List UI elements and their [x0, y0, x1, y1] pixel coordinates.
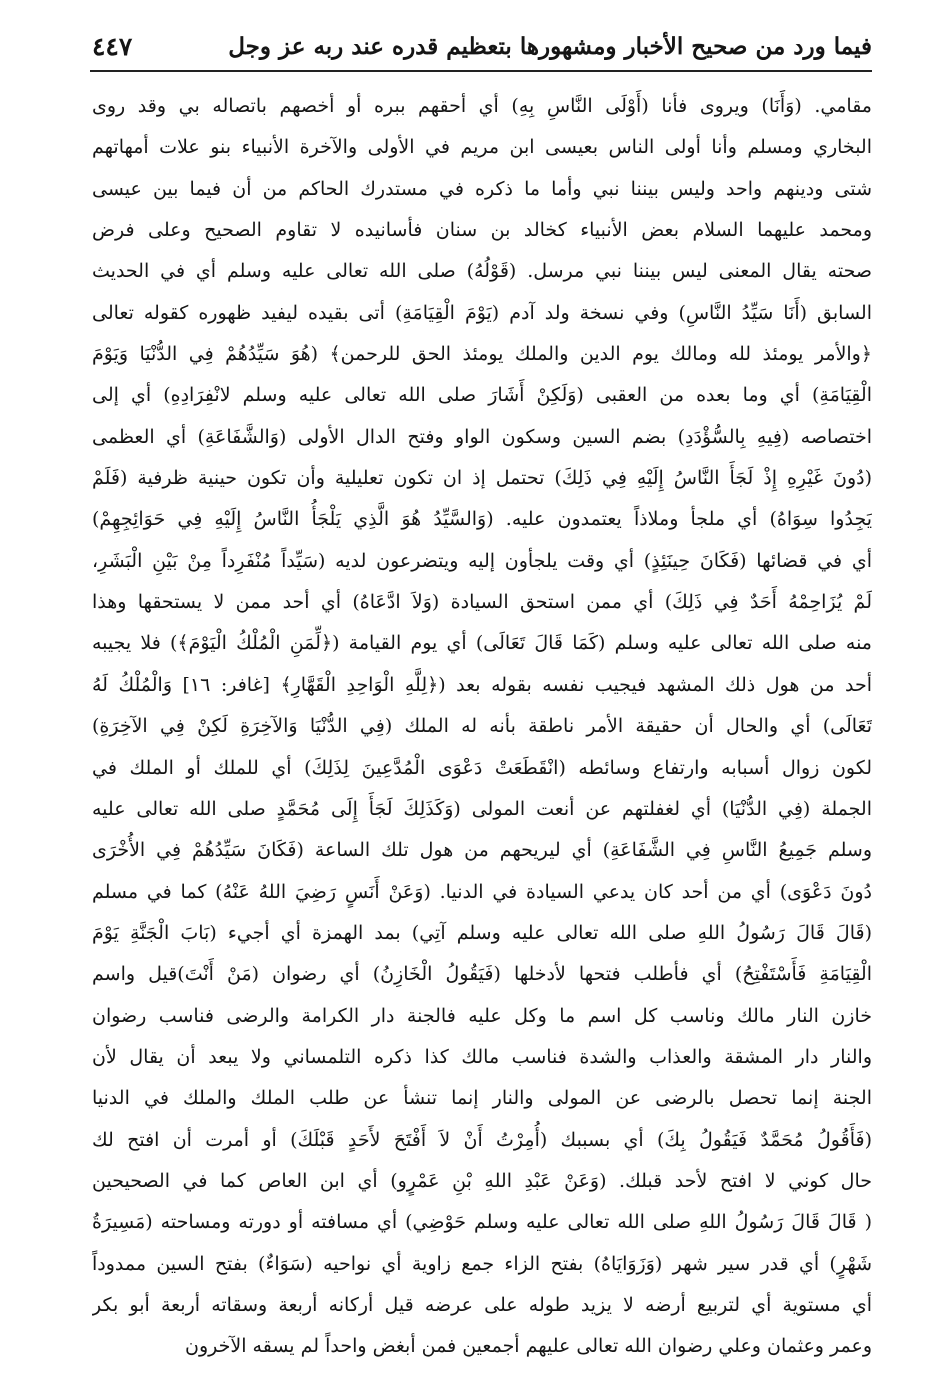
text-line: ومحمد عليهما السلام بعض الأنبياء كخالد بن سنان فأسانيده لا تقاوم الصحيح وعلى فرض [92, 219, 872, 242]
page-header [92, 26, 872, 66]
text-line: وسلم جَمِيعُ النَّاسِ فِي الشَّفَاعَةِ) أي ليريحهم من هول تلك الساعة (فَكَانَ سَيِّدُهُمْ فِي الأُخْرَى [92, 839, 872, 862]
text-line: دُونَ دَعْوَى) أي من أحد كان يدعي السيادة في الدنيا. (وَعَنْ أَنَسٍ رَضِيَ اللهُ عَنْهُ) كما في مسلم [92, 880, 872, 903]
text-line: (دُونَ غَيْرِهِ إِذْ لَجَأَ النَّاسُ إِلَيْهِ فِي ذَلِكَ) تحتمل إذ ان تكون تعليلية وأن تكون حينية ظرفية (فَلَمْ [92, 467, 872, 490]
text-line: اختصاصه (فِيهِ بِالسُّؤْدَدِ) بضم السين وسكون الواو وفتح الدال الأولى (وَالشَّفَاعَةِ) أي العظمى [92, 425, 872, 448]
text-line: منه صلى الله تعالى عليه وسلم (كَمَا قَالَ تَعَالَى) أي يوم القيامة (﴿لِّمَنِ الْمُلْكُ الْيَوْمَ﴾) فلا يجيبه [92, 632, 872, 655]
body-text [92, 86, 872, 1368]
text-line: ﴿والأمر يومئذ لله ومالك يوم الدين والملك يومئذ الحق للرحمن﴾ (هُوَ سَيِّدُهُمْ فِي الدُّنْيَا وَيَوْمَ [92, 343, 872, 366]
text-line: (قَالَ قَالَ رَسُولُ اللهِ صلى الله تعالى عليه وسلم آتِي) بمد الهمزة أي أجيء (بَابَ الْجَنَّةِ يَوْمَ [92, 921, 872, 944]
text-line: السابق (أَنَا سَيِّدُ النَّاسِ) وفي نسخة ولد آدم (يَوْمَ الْقِيَامَةِ) أتى بقيده ليفيد ظهوره كقوله تعالى [92, 301, 872, 324]
text-line: لكون زوال أسبابه وارتفاع وسائطه (انْقَطَعَتْ دَعْوَى الْمُدَّعِينَ لِذَلِكَ) أي للملك أو الملك في [92, 756, 872, 779]
running-title: فيما ورد من صحيح الأخبار ومشهورها بتعظيم قدره عند ربه عز وجل [228, 32, 872, 60]
text-line: ( قَالَ قَالَ رَسُولُ اللهِ صلى الله تعالى عليه وسلم حَوْضِي) أي مسافته أو دورته ومساحته (مَسِيرَةُ [92, 1211, 872, 1234]
text-line: الْقِيَامَةِ فَأَسْتَفْتِحُ) أي فأطلب فتحها لأدخلها (فَيَقُولُ الْخَازِنُ) أي رضوان (مَنْ أَنْتَ)قيل واسم [92, 963, 872, 986]
text-line: (فَأَقُولُ مُحَمَّدٌ فَيَقُولُ بِكَ) أي بسببك (أُمِرْتُ أَنْ لاَ أَفْتَحَ لأَحَدٍ قَبْلَكَ) أو أمرت أن افتح لك [92, 1128, 872, 1151]
page-number: ٤٤٧ [92, 31, 133, 61]
text-line: مقامي. (وَأَنَا) ويروى فأنا (أَوْلَى النَّاسِ بِهِ) أي أحقهم ببره أو أخصهم باتصاله بي وقد روى [92, 95, 872, 117]
text-line: الْقِيَامَةِ) أي وما بعده من العقبى (وَلَكِنْ أَشَارَ صلى الله تعالى عليه وسلم لانْفِرَادِهِ) أي إلى [92, 384, 872, 407]
text-line: الجنة إنما تحصل بالرضى عن المولى والنار إنما تنشأ عن طلب الملك والملك في الدنيا [92, 1087, 872, 1110]
text-line: أحد من هول ذلك المشهد فيجيب نفسه بقوله بعد (﴿لِلَّهِ الْوَاحِدِ الْقَهَّارِ﴾ [غافر: ١٦] وَالْمُلْكُ لَهُ [92, 673, 872, 696]
text-line: خازن النار مالك وناسب كل اسم ما وكل عليه فالجنة دار الكرامة والرضى فناسب رضوان [92, 1004, 872, 1027]
text-line: أي مستوية أي لتربيع أرضه لا يزيد طوله على عرضه قيل أركانه أربعة وسقاته أربعة أبو بكر [92, 1293, 872, 1316]
header-divider [90, 70, 872, 72]
text-line: البخاري ومسلم وأنا أولى الناس بعيسى ابن مريم في الأولى والآخرة الأنبياء بنو علات أمهاتهم [92, 136, 872, 159]
text-line: أي في قضائها (فَكَانَ حِينَئِذٍ) أي وقت يلجأون إليه ويتضرعون لديه (سَيِّداً مُنْفَرِداً مِنْ بَيْنِ الْبَشَرِ، [92, 549, 872, 572]
text-line: صحته يقال المعنى ليس بيننا نبي مرسل. (قَوْلُهُ) صلى الله تعالى عليه وسلم أي في الحديث [92, 260, 872, 283]
text-line: يَجِدُوا سِوَاهُ) أي ملجأ وملاذاً يعتمدون عليه. (وَالسَّيِّدُ هُوَ الَّذِي يَلْجَأُ النَّاسُ إِلَيْهِ فِي حَوَائِجِهِمْ) [92, 508, 872, 531]
text-line: لَمْ يُزَاحِمْهُ أَحَدٌ فِي ذَلِكَ) أي ممن استحق السيادة (وَلاَ ادَّعَاهُ) أي أحد ممن لا يستحقها وهذا [92, 591, 872, 614]
text-line: تَعَالَى) أي والحال أن حقيقة الأمر ناطقة بأنه له الملك (فِي الدُّنْيَا وَالآخِرَةِ لَكِنْ فِي الآخِرَةِ) [92, 715, 872, 738]
text-line: والنار دار المشقة والعذاب والشدة فناسب مالك كذا ذكره التلمساني ولا يبعد أن يقال لأن [92, 1045, 872, 1068]
text-line: شَهْرٍ) أي قدر سير شهر (وَزَوَايَاهُ) بفتح الزاء جمع زاوية أي نواحيه (سَوَاءٌ) بفتح السين ممدوداً [92, 1252, 872, 1275]
text-line: الجملة (فِي الدُّنْيَا) أي لغفلتهم عن أنعت المولى (وَكَذَلِكَ لَجَأَ إِلَى مُحَمَّدٍ صلى الله تعالى عليه [92, 797, 872, 820]
text-line: حال كوني لا افتح لأحد قبلك. (وَعَنْ عَبْدِ اللهِ بْنِ عَمْرٍو) أي ابن العاص كما في الصحيحين [92, 1169, 872, 1192]
text-line: شتى ودينهم واحد وليس بيننا نبي وأما ما ذكره في مستدرك الحاكم من أن فيما بين عيسى [92, 177, 872, 200]
text-line: وعمر وعثمان وعلي رضوان الله تعالى عليهم أجمعين فمن أبغض واحداً لم يسقه الآخرون [185, 1335, 872, 1358]
